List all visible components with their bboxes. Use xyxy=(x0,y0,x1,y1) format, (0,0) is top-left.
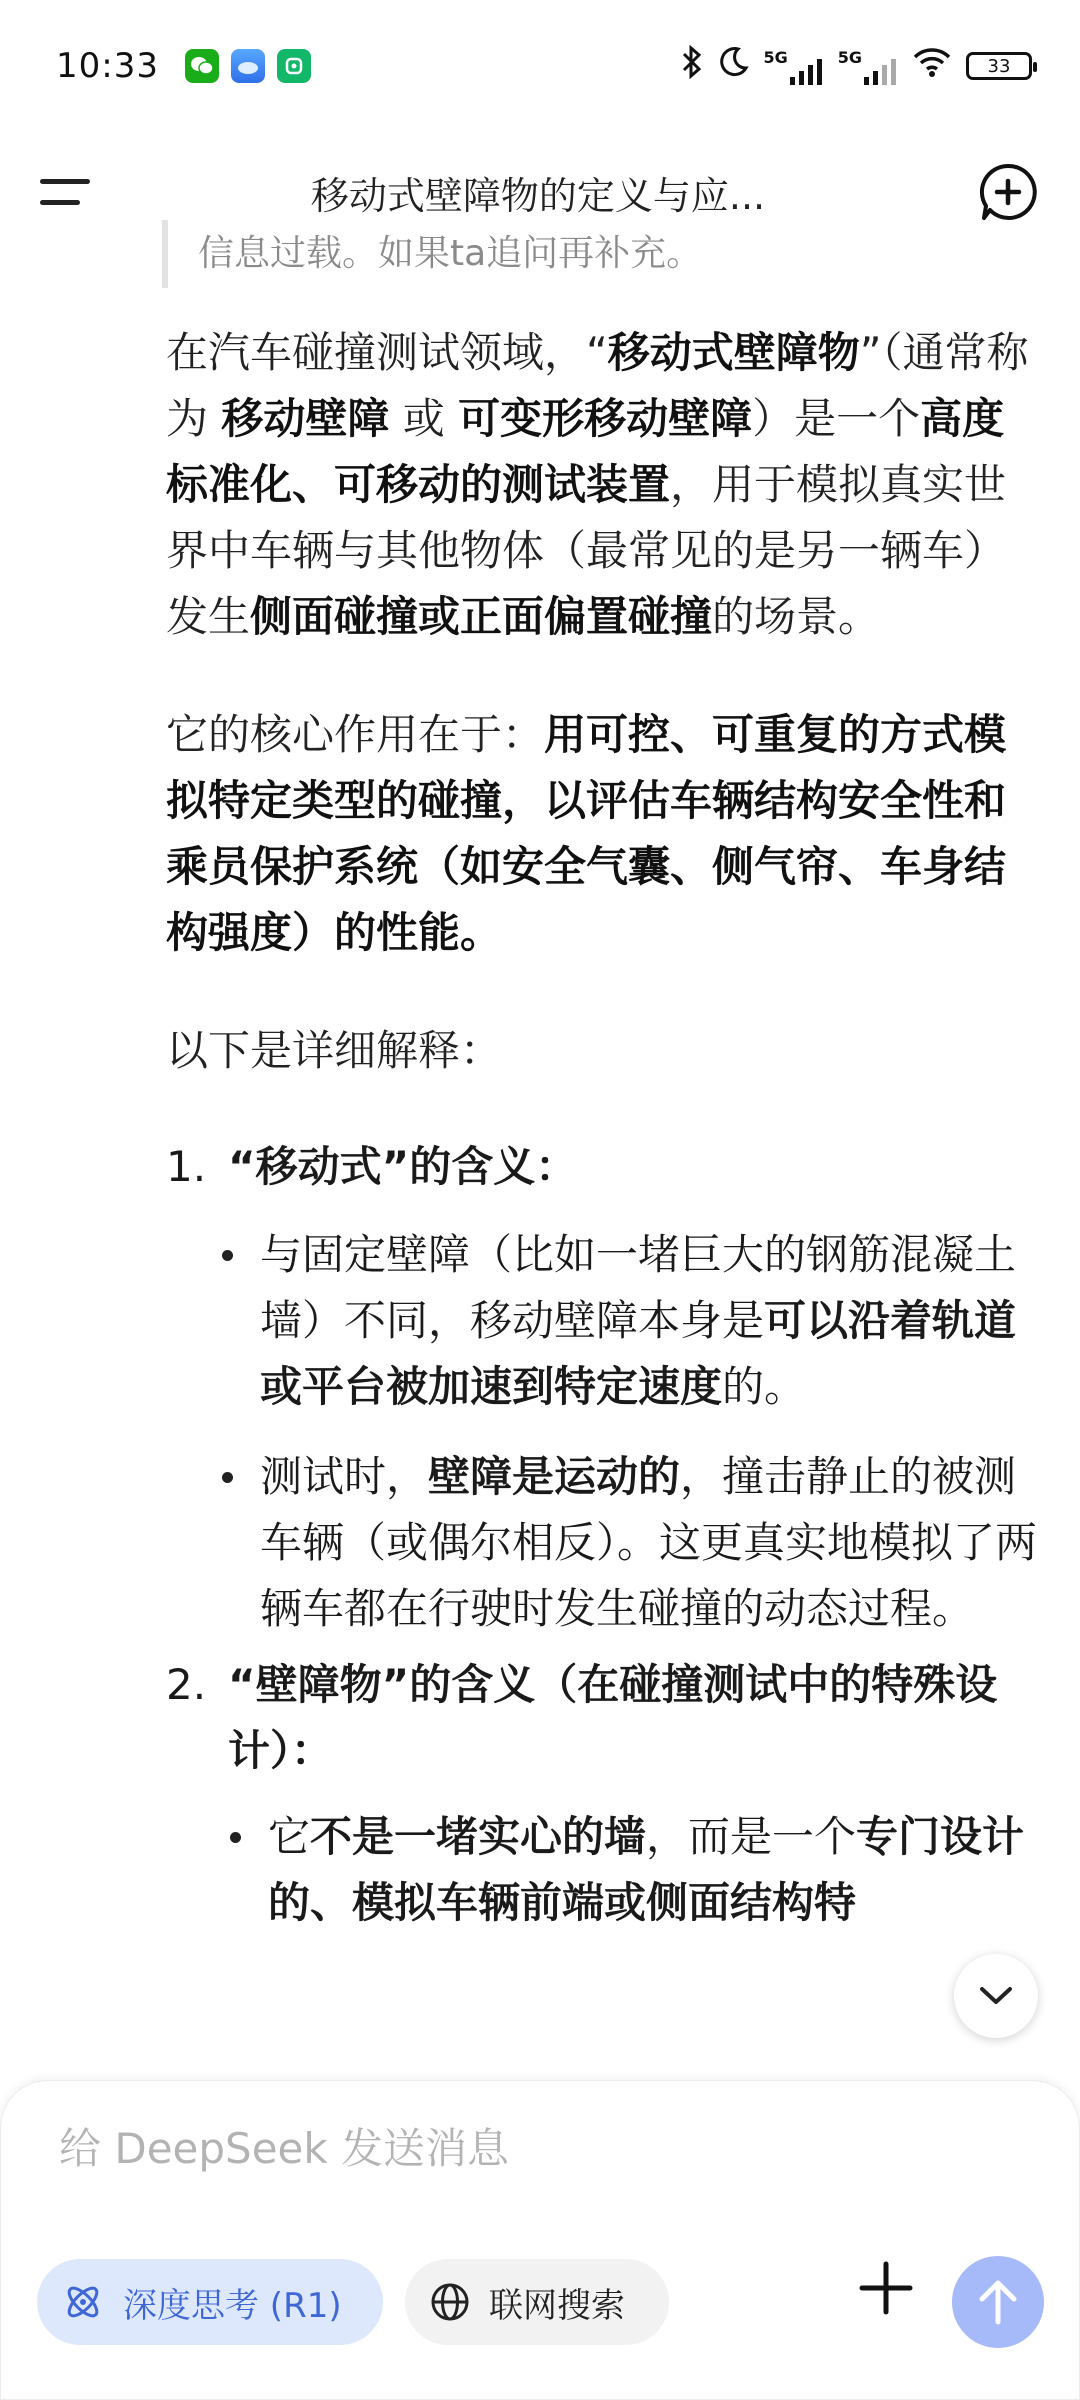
text-run: 或 xyxy=(389,394,459,443)
network-type-label-1: 5G xyxy=(763,47,788,67)
network-type-label-2: 5G xyxy=(837,47,862,67)
status-indicators xyxy=(679,45,1032,88)
weather-app-icon xyxy=(231,49,265,83)
scroll-to-bottom-button[interactable] xyxy=(954,1954,1038,2038)
signal-5g-icon-1 xyxy=(763,48,823,85)
bold-text-run: 不是一堵实心的墙 xyxy=(310,1812,647,1861)
answer-paragraph-1 xyxy=(166,320,1038,650)
bold-text-run: 侧面碰撞或正面偏置碰撞 xyxy=(250,592,713,641)
bullet-text xyxy=(260,1222,1038,1420)
reasoning-quote: 信息过载。如果ta追问再补充。 xyxy=(162,220,1022,288)
text-run: ，撞击静止的被测车辆（或偶尔相反）。这更真实地模拟了两辆车都在行驶时发生碰撞的动态过程。 xyxy=(260,1452,1038,1633)
list-item-title: “壁障物”的含义（在碰撞测试中的特殊设计）： xyxy=(228,1660,998,1775)
globe-icon xyxy=(429,2281,471,2323)
text-run: ）是一个 xyxy=(752,394,921,443)
deep-think-label: 深度思考 (R1) xyxy=(123,2285,342,2326)
deep-think-toggle[interactable] xyxy=(37,2259,383,2345)
bold-text-run: 可以沿着轨道或平台被加速到特定速度 xyxy=(260,1296,1017,1411)
chevron-down-icon xyxy=(978,1985,1014,2007)
text-run: 测试时， xyxy=(260,1452,429,1501)
new-chat-button[interactable] xyxy=(976,160,1040,224)
text-run: ”（通常称为 xyxy=(166,328,1029,443)
message-composer xyxy=(0,2080,1080,2400)
bullet-item xyxy=(230,1804,1038,1936)
bold-text-run: 专门设计的、模拟车辆前端或侧面结构特 xyxy=(268,1812,1025,1927)
text-run: ，用于模拟真实世界中车辆与其他物体（最常见的是另一辆车）发生 xyxy=(166,460,1007,641)
text-run: 的场景。 xyxy=(712,592,881,641)
bullet-item xyxy=(222,1222,1038,1420)
bullet-dot xyxy=(222,1472,233,1483)
message-input[interactable] xyxy=(57,2113,1017,2183)
bold-text-run: 用可控、可重复的方式模拟特定类型的碰撞，以评估车辆结构安全性和乘员保护系统（如安全气囊、侧气帘、车身结构强度）的性能。 xyxy=(166,710,1007,957)
bold-text-run: 移动式壁障物 xyxy=(607,328,860,377)
list-number: 1. xyxy=(166,1142,207,1191)
battery-indicator xyxy=(966,52,1032,80)
status-time: 10:33 xyxy=(56,46,159,86)
plus-icon xyxy=(856,2258,916,2318)
text-run: 它的核心作用在于： xyxy=(166,710,545,759)
web-search-toggle[interactable] xyxy=(405,2259,669,2345)
web-search-label: 联网搜索 xyxy=(489,2285,625,2326)
list-number: 2. xyxy=(166,1660,207,1709)
green-app-icon xyxy=(277,49,311,83)
new-chat-plus-bubble-icon xyxy=(976,160,1040,224)
battery-level: 33 xyxy=(987,55,1011,77)
list-item-1 xyxy=(166,1134,1038,1200)
conversation-title: 移动式壁障物的定义与应... xyxy=(310,173,766,218)
bullet-text xyxy=(260,1444,1038,1642)
bold-text-run: 移动壁障 xyxy=(221,394,390,443)
text-run: 它 xyxy=(268,1812,311,1861)
text-run: 在汽车碰撞测试领域，“ xyxy=(166,328,608,377)
chat-message-area[interactable] xyxy=(0,220,1080,2080)
bullet-dot xyxy=(230,1832,241,1843)
text-run: 的。 xyxy=(722,1362,807,1411)
menu-line xyxy=(40,179,90,184)
text-run: 与固定壁障（比如一堵巨大的钢筋混凝土墙）不同，移动壁障本身是 xyxy=(260,1230,1017,1345)
sidebar-menu-button[interactable] xyxy=(40,162,100,222)
attach-button[interactable] xyxy=(856,2258,916,2322)
bullet-text xyxy=(268,1804,1038,1936)
do-not-disturb-moon-icon xyxy=(719,46,749,87)
bluetooth-icon xyxy=(679,45,705,88)
bullet-dot xyxy=(222,1250,233,1261)
text-run: ，而是一个 xyxy=(646,1812,857,1861)
wifi-icon xyxy=(912,46,952,87)
list-item-title: “移动式”的含义： xyxy=(228,1142,578,1191)
send-button[interactable] xyxy=(952,2256,1044,2348)
bold-text-run: 高度标准化、可移动的测试装置 xyxy=(166,394,1005,509)
bold-text-run: 可变形移动壁障 xyxy=(458,394,753,443)
menu-line xyxy=(40,200,80,205)
answer-paragraph-2 xyxy=(166,702,1038,966)
answer-paragraph-3: 以下是详细解释： xyxy=(166,1026,503,1075)
list-item-2 xyxy=(166,1652,1038,1784)
signal-5g-icon-2 xyxy=(838,48,898,85)
status-bar xyxy=(0,0,1080,132)
status-app-icons xyxy=(185,49,311,83)
wechat-icon xyxy=(185,49,219,83)
bold-text-run: 壁障是运动的 xyxy=(428,1452,681,1501)
arrow-up-icon xyxy=(976,2278,1020,2326)
atom-icon xyxy=(61,2280,105,2324)
bullet-item xyxy=(222,1444,1038,1642)
